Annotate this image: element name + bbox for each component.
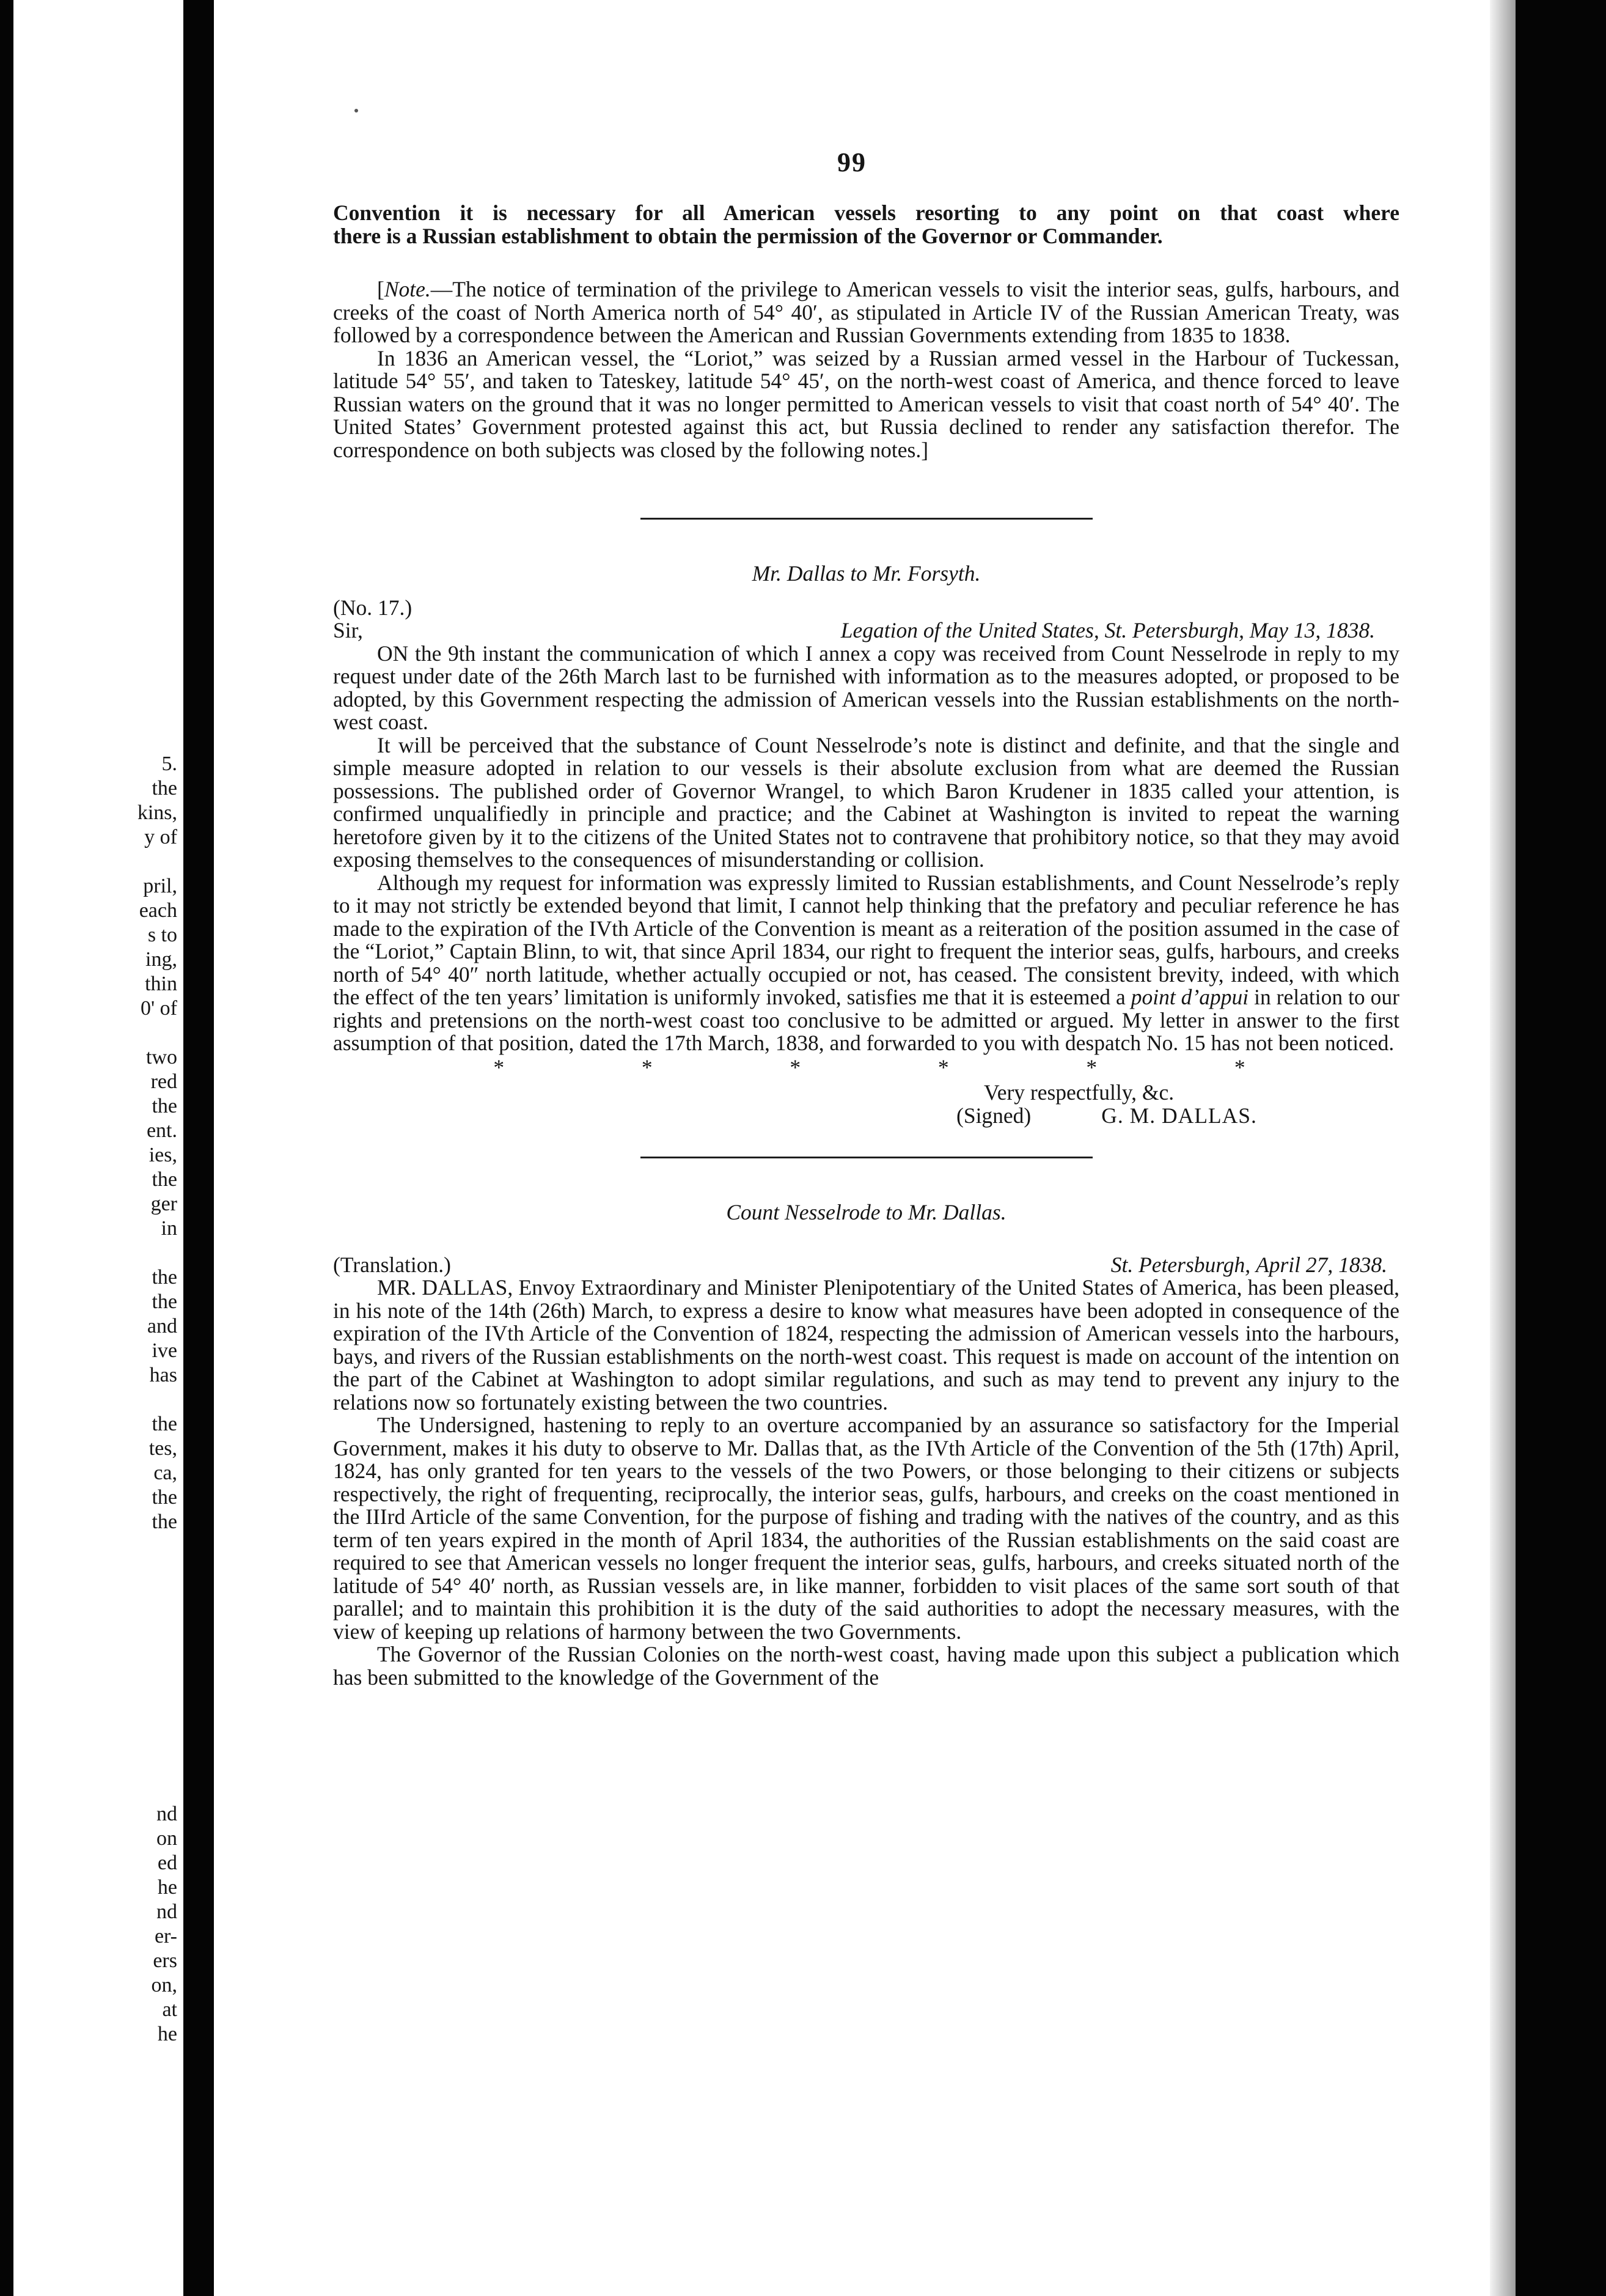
page-number: 99	[837, 147, 867, 177]
bleed-fragment: ca,	[153, 1462, 177, 1484]
letter1-heading: Mr. Dallas to Mr. Forsyth.	[752, 561, 981, 586]
intro-line-2: there is a Russian establishment to obtain the permission of the Governor or Commander.	[333, 223, 1163, 248]
speck-mark	[354, 109, 358, 112]
letter1-paragraph-1: ON the 9th instant the communication of which I annex a copy was received from Count Nesselrode in reply to my request under date of the 26th March last to be furnished with information as to the measures adopted, or proposed to be adopted, by this Government respecting the admission of American vessels into the Russian establishments on the north-west coast.	[333, 641, 1399, 734]
bleed-fragment: nd	[156, 1803, 177, 1825]
scan-gutter	[183, 0, 214, 2296]
bleed-fragment: the	[152, 1510, 177, 1533]
letter2-place-date: St. Petersburgh, April 27, 1838.	[1110, 1252, 1387, 1277]
bleed-fragment: the	[152, 1413, 177, 1435]
bleed-fragment: ing,	[145, 948, 177, 971]
scan-border-right	[1516, 0, 1606, 2296]
bleed-fragment: 5.	[161, 752, 177, 775]
note-label: Note.	[384, 277, 431, 301]
adjacent-page-bleed	[13, 0, 183, 2296]
letter2-heading: Count Nesselrode to Mr. Dallas.	[726, 1200, 1007, 1224]
bleed-fragment: ers	[153, 1949, 177, 1972]
bleed-fragment: the	[152, 1168, 177, 1191]
bleed-fragment: tes,	[148, 1437, 177, 1460]
bleed-fragment: pril,	[143, 875, 177, 897]
closing-line: Very respectfully, &c.	[984, 1080, 1175, 1105]
letter1-place-date: Legation of the United States, St. Petersburgh, May 13, 1838.	[840, 618, 1375, 642]
star-mark: *	[641, 1054, 653, 1080]
letter1-number: (No. 17.)	[333, 595, 413, 620]
scan-border-left	[0, 0, 13, 2296]
letter1-closing	[956, 1081, 1399, 1127]
bleed-fragment: red	[150, 1070, 177, 1093]
translation-label: (Translation.)	[333, 1252, 451, 1277]
page-edge-shadow	[1490, 0, 1517, 2296]
bleed-fragment: has	[149, 1364, 177, 1386]
letter1-dateline	[333, 619, 1399, 642]
bleed-fragment: y of	[144, 826, 177, 848]
section-divider-1	[640, 518, 1093, 520]
letter2-paragraph-1: MR. DALLAS, Envoy Extraordinary and Minister Plenipotentiary of the United States of America, has been pleased, in his note of the 14th (26th) March, to express a desire to know what measures have been adopted in consequence of the expiration of the IVth Article of the Convention of 1824, respecting the admission of American vessels into the harbours, bays, and rivers of the Russian establishments on the north-west coast. This request is made on account of the intention on the part of the Cabinet at Washington to adopt similar regulations, and such as may tend to prevent any injury to the relations now so fortunately existing between the two countries.	[333, 1275, 1399, 1415]
bleed-fragment: on,	[151, 1974, 177, 1996]
letter2-dateline	[333, 1254, 1399, 1277]
bleed-fragment: and	[147, 1315, 177, 1337]
letter1-paragraph-3: Although my request for information was expressly limited to Russian establishments, and Count Nesselrode’s reply to it may not strictly be extended beyond that limit, I cannot help thinking that the prefatory and peculiar reference he has made to the expiration of the IVth Article of the Convention is meant as a reiteration of the position assumed in the case of the “Loriot,” Captain Blinn, to wit, that since April 1834, our right to frequent the interior seas, gulfs, harbours, and creeks north of 54° 40″ north latitude, whether actually occupied or not, has ceased. The consistent brevity, indeed, with which the effect of the ten years’ limitation is uniformly invoked, satisfies me that it is esteemed a point d’appui in relation to our rights and pretensions on the north-west coast too conclusive to be admitted or argued. My letter in answer to the first assumption of that position, dated the 17th March, 1838, and forwarded to you with despatch No. 15 has not been noticed.	[333, 870, 1399, 1055]
section-divider-2	[640, 1157, 1093, 1158]
letter1-paragraph-2: It will be perceived that the substance of Count Nesselrode’s note is distinct and definite, and that the single and simple measure adopted in relation to our vessels is their absolute exclusion from what are deemed the Russian possessions. The published order of Governor Wrangel, to which Baron Krudener in 1835 called your attention, is confirmed unqualifiedly in principle and practice; and the Cabinet at Washington is invited to repeat the warning heretofore given by it to the citizens of the United States not to contravene that prohibitory notice, so that they may avoid exposing themselves to the consequences of misunderstanding or collision.	[333, 732, 1399, 872]
bleed-fragment: ies,	[148, 1144, 177, 1166]
bleed-fragment: he	[157, 1876, 177, 1899]
bleed-fragment: the	[152, 777, 177, 800]
bleed-fragment: two	[146, 1046, 177, 1069]
star-mark: *	[937, 1054, 949, 1080]
star-mark: *	[493, 1054, 505, 1080]
ellipsis-stars	[333, 1056, 1399, 1080]
star-mark: *	[790, 1054, 801, 1080]
letter1-salutation: Sir,	[333, 618, 363, 642]
bleed-fragment: the	[152, 1266, 177, 1289]
star-mark: *	[1234, 1054, 1245, 1080]
bleed-fragment: thin	[145, 973, 177, 995]
bleed-fragment: s to	[147, 924, 177, 946]
intro-line-1: Convention it is necessary for all American vessels resorting to any point on that coast where	[333, 201, 1399, 225]
signature-name: G. M. DALLAS.	[1101, 1103, 1257, 1128]
bleed-fragment: on	[156, 1827, 177, 1850]
signed-label: (Signed)	[956, 1103, 1032, 1128]
bleed-fragment: at	[162, 1998, 177, 2021]
bleed-fragment: ger	[150, 1193, 177, 1215]
bleed-fragment: 0' of	[141, 997, 177, 1020]
bleed-fragment: the	[152, 1095, 177, 1117]
bleed-fragment: each	[139, 899, 177, 922]
letter2-paragraph-2: The Undersigned, hastening to reply to an overture accompanied by an assurance so satisfactory for the Imperial Government, makes it his duty to observe to Mr. Dallas that, as the IVth Article of the Convention of the 5th (17th) April, 1824, has only granted for ten years to the vessels of the two Powers, or those belonging to their citizens or subjects respectively, the right of frequenting, reciprocally, the interior seas, gulfs, harbours, and creeks on the coast mentioned in the IIIrd Article of the same Convention, for the purpose of fishing and trading with the natives of the country, and as this term of ten years expired in the month of April 1834, the authorities of the Russian establishments on the said coast are required to see that American vessels no longer frequent the interior seas, gulfs, harbours, and creeks situated north of the latitude of 54° 40′ north, as Russian vessels are, in like manner, forbidden to visit places of the same sort south of that parallel; and to maintain this prohibition it is the duty of the said authorities to adopt the necessary measures, with the view of keeping up relations of harmony between the two Governments.	[333, 1413, 1399, 1644]
bleed-fragment: ive	[152, 1339, 177, 1362]
document-page	[214, 0, 1490, 2296]
intro-paragraph	[333, 202, 1399, 248]
star-mark: *	[1086, 1054, 1098, 1080]
bleed-fragment: nd	[156, 1900, 177, 1923]
bleed-fragment: he	[157, 2023, 177, 2045]
page-body	[333, 202, 1399, 1689]
bleed-fragment: in	[161, 1217, 177, 1240]
bleed-fragment: ed	[157, 1852, 177, 1874]
letter2-paragraph-3: The Governor of the Russian Colonies on the north-west coast, having made upon this subject a publication which has been submitted to the knowledge of the Government of the	[333, 1642, 1399, 1690]
bleed-fragment: the	[152, 1290, 177, 1313]
signature-line	[956, 1105, 1399, 1128]
bleed-fragment: ent.	[146, 1119, 177, 1142]
bleed-fragment: the	[152, 1486, 177, 1509]
bleed-fragment: er-	[154, 1925, 177, 1948]
italic-phrase: point d’appui	[1131, 985, 1249, 1009]
note-paragraph-2: In 1836 an American vessel, the “Loriot,” was seized by a Russian armed vessel in the Harbour of Tuckessan, latitude 54° 55′, and taken to Tateskey, latitude 54° 45′, on the north-west coast of America, and thence forced to leave Russian waters on the ground that it was no longer permitted to American vessels to visit that coast north of 54° 40′. The United States’ Government protested against this act, but Russia declined to render any satisfaction therefor. The correspondence on both subjects was closed by the following notes.]	[333, 345, 1399, 462]
bleed-fragment: kins,	[137, 801, 177, 824]
note-paragraph-1: [Note.—The notice of termination of the privilege to American vessels to visit the interior seas, gulfs, harbours, and creeks of the coast of North America north of 54° 40′, as stipulated in Article IV of the Russian American Treaty, was followed by a correspondence between the American and Russian Governments extending from 1835 to 1838.	[333, 277, 1399, 347]
note-text-1: —The notice of termination of the privilege to American vessels to visit the interior seas, gulfs, harbours, and creeks of the coast of North America north of 54° 40′, as stipulated in Article IV of the Russian American Treaty, was followed by a correspondence between the American and Russian Governments extending from 1835 to 1838.	[333, 277, 1399, 347]
